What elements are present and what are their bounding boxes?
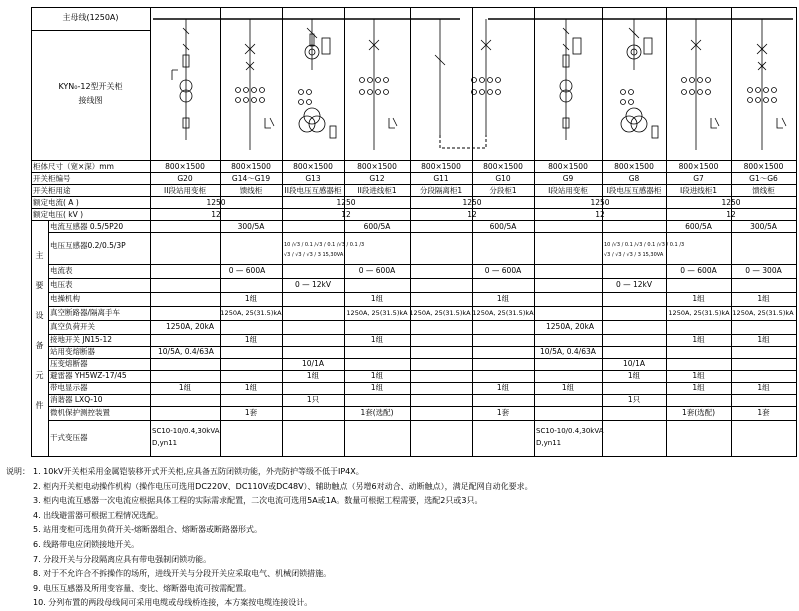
note-3: 3. 柜内电流互感器一次电流应根据具体工程的实际需求配置，二次电流可选用5A或1A。数量可根据工程需要，选配2只或3只。 — [33, 496, 483, 506]
cell-arrester-g12: 1组 — [370, 371, 384, 380]
row-label-breaker: 真空断路器/隔离手车 — [50, 308, 121, 317]
cell-indicator-g14: 1组 — [244, 383, 258, 392]
cell-ct-g7: 600/5A — [685, 222, 712, 231]
cell-rated-current-b: 1250 — [336, 198, 356, 207]
cell-ct-g10: 600/5A — [489, 222, 517, 231]
notes-section — [6, 465, 796, 611]
cell-earth-g7: 1组 — [692, 335, 705, 344]
cell-prot-g10: 1套 — [496, 408, 510, 417]
row-label-indicator: 带电显示器 — [50, 383, 88, 392]
row-label-rated-current: 额定电流( A ) — [33, 198, 79, 207]
cell-resonance-g8: 1只 — [627, 395, 641, 404]
cell-transformer-g20-l1: SC10-10/0.4,30kVA — [152, 427, 220, 435]
cell-pt-fuse-g8: 10/1A — [623, 359, 645, 368]
cell-breaker-g1: 1250A, 25(31.5)kA — [732, 309, 794, 317]
cell-voltmeter-a: 0 — 12kV — [294, 280, 332, 289]
cell-prot-g12: 1套(选配) — [360, 408, 394, 417]
diagram-subtitle: 接线图 — [78, 96, 103, 105]
row-label-dims: 柜体尺寸（宽×深）mm — [33, 162, 114, 171]
row-label-ct: 电流互感器 0.5/5P20 — [50, 222, 124, 231]
cell-load-switch-g9: 1250A, 20kA — [546, 322, 595, 331]
cell-ammeter-a: 0 — 600A — [228, 266, 266, 275]
cell-rated-voltage-e: 12 — [726, 210, 736, 219]
cell-no-g9: G9 — [562, 174, 574, 183]
cell-ct-g12: 600/5A — [363, 222, 391, 231]
note-5: 5. 站用变柜可选用负荷开关-熔断器组合、熔断器或断路器形式。 — [33, 525, 263, 535]
cell-use-g8: I段电压互感器柜 — [606, 186, 662, 195]
row-label-rated-voltage: 额定电压( kV ) — [33, 210, 84, 219]
cell-earth-g12: 1组 — [370, 335, 384, 344]
cell-indicator-g12: 1组 — [370, 383, 384, 392]
cell-no-g7: G7 — [693, 174, 704, 183]
cell-arrester-g8: 1组 — [627, 371, 641, 380]
row-label-resonance: 消谐器 LXQ-10 — [50, 395, 103, 404]
cell-use-g20: II段站用变柜 — [164, 186, 206, 195]
row-label-fuse: 站用变熔断器 — [50, 347, 95, 356]
cell-rated-current-e: 1250 — [721, 198, 741, 207]
cell-mech-g1: 1组 — [757, 294, 770, 303]
cell-dims-g11: 800×1500 — [421, 162, 461, 171]
cell-prot-g7: 1套(选配) — [681, 408, 716, 417]
cell-indicator-g1: 1组 — [757, 383, 770, 392]
cell-mech-g10: 1组 — [496, 294, 510, 303]
cell-dims-g10: 800×1500 — [483, 162, 523, 171]
cell-breaker-g12: 1250A, 25(31.5)kA — [346, 309, 408, 317]
cell-dims-g9: 800×1500 — [548, 162, 588, 171]
cell-indicator-g9: 1组 — [561, 383, 575, 392]
cell-arrester-g13: 1组 — [306, 371, 320, 380]
cell-rated-voltage-b: 12 — [341, 210, 351, 219]
cell-no-g14: G14～G19 — [231, 174, 271, 183]
cell-dims-g14: 800×1500 — [231, 162, 271, 171]
note-1: 1. 10kV开关柜采用金属铠装移开式开关柜,应具备五防闭锁功能，外壳防护等级不低于IP4X。 — [33, 467, 364, 476]
cell-breaker-g10: 1250A, 25(31.5)kA — [472, 309, 534, 317]
cell-no-g12: G12 — [369, 174, 385, 183]
cell-breaker-g7: 1250A, 25(31.5)kA — [668, 309, 730, 317]
row-label-pt: 电压互感器0.2/0.5/3P — [50, 241, 126, 250]
row-label-voltmeter: 电压表 — [50, 280, 73, 289]
cell-use-g1: 馈线柜 — [752, 186, 775, 195]
cell-breaker-g11: 1250A, 25(31.5)kA — [409, 309, 471, 317]
cell-transformer-g9-l2: D,yn11 — [536, 439, 562, 447]
cell-no-g13: G13 — [305, 174, 321, 183]
note-6: 6. 线路带电应闭锁接地开关。 — [33, 539, 140, 549]
note-8: 8. 对于不允许合不拆操作的场所，进线开关与分段开关应采取电气、机械闭锁措施。 — [33, 569, 332, 579]
cell-breaker-g14: 1250A, 25(31.5)kA — [220, 309, 282, 317]
cell-pt-g8-line2: √3 / √3 / √3 / 3 15,30VA — [604, 252, 664, 258]
note-4: 4. 出线避雷器可根据工程情况选配。 — [33, 510, 164, 520]
cell-resonance-g13: 1只 — [306, 395, 320, 404]
row-label-ammeter: 电流表 — [50, 266, 73, 275]
note-9: 9. 电压互感器及所用变容量、变比、熔断器电流可按需配置。 — [33, 583, 252, 593]
cell-no-g8: G8 — [628, 174, 640, 183]
cell-prot-g1: 1套 — [757, 408, 770, 417]
row-label-load-switch: 真空负荷开关 — [50, 322, 95, 331]
cell-dims-g13: 800×1500 — [293, 162, 333, 171]
cell-rated-voltage-c: 12 — [467, 210, 477, 219]
note-7: 7. 分段开关与分段隔离应具有带电强制闭锁功能。 — [33, 554, 212, 564]
cell-use-g10: 分段柜1 — [489, 186, 517, 195]
cell-ammeter-e: 0 — 300A — [745, 266, 782, 275]
cell-ammeter-c: 0 — 600A — [484, 266, 522, 275]
cell-voltmeter-b: 0 — 12kV — [615, 280, 653, 289]
cell-rated-voltage-d: 12 — [595, 210, 605, 219]
cell-dims-g8: 800×1500 — [614, 162, 654, 171]
note-2: 2. 柜内开关柜电动操作机构（操作电压可选用DC220V、DC110V或DC48V）、辅助触点（另增6对动合、动断触点），满足配网自动化要求。 — [33, 481, 533, 491]
cell-indicator-g7: 1组 — [692, 383, 705, 392]
cell-use-g9: I段站用变柜 — [548, 186, 588, 195]
cell-use-g11: 分段隔离柜1 — [419, 186, 463, 195]
cell-mech-g14: 1组 — [244, 294, 258, 303]
row-label-transformer: 干式变压器 — [50, 433, 88, 442]
cell-use-g14: 馈线柜 — [239, 186, 263, 195]
cell-ct-g1: 300/5A — [750, 222, 777, 231]
cell-mech-g7: 1组 — [692, 294, 705, 303]
cell-use-g13: II段电压互感器柜 — [284, 186, 342, 195]
cell-rated-voltage-a: 12 — [211, 210, 221, 219]
cell-fuse-g20: 10/5A, 0.4/63A — [158, 347, 214, 356]
row-label-cabinet-no: 开关柜编号 — [33, 174, 71, 183]
cell-pt-g13-line1: 10 /√3 / 0.1 /√3 / 0.1 /√3 / 0.1 /3 — [284, 242, 365, 248]
row-label-mechanism: 电操机构 — [50, 294, 80, 303]
cell-use-g12: II段进线柜1 — [357, 186, 397, 195]
cell-mech-g12: 1组 — [370, 294, 384, 303]
cell-ammeter-d: 0 — 600A — [680, 266, 717, 275]
cell-no-g1: G1～G6 — [749, 174, 778, 183]
cell-prot-g14: 1套 — [244, 408, 258, 417]
cell-indicator-g20: 1组 — [178, 383, 192, 392]
cell-rated-current-d: 1250 — [590, 198, 610, 207]
cell-pt-g8-line1: 10 /√3 / 0.1 /√3 / 0.1 /√3 / 0.1 /3 — [604, 242, 685, 248]
cell-ammeter-b: 0 — 600A — [358, 266, 396, 275]
row-label-protection: 微机保护测控装置 — [50, 408, 110, 417]
cell-earth-g1: 1组 — [757, 335, 770, 344]
cell-arrester-g7: 1组 — [692, 371, 705, 380]
row-label-cabinet-use: 开关柜用途 — [33, 186, 71, 195]
cell-rated-current-a: 1250 — [206, 198, 226, 207]
cell-pt-fuse-g13: 10/1A — [302, 359, 324, 368]
cell-fuse-g9: 10/5A, 0.4/63A — [540, 347, 596, 356]
main-equipment-side-label: 主 要 设 备 元 件 — [35, 251, 44, 410]
cell-ct-g14: 300/5A — [237, 222, 265, 231]
cell-dims-g20: 800×1500 — [165, 162, 205, 171]
cell-dims-g1: 800×1500 — [743, 162, 784, 171]
cell-transformer-g20-l2: D,yn11 — [152, 439, 178, 447]
cell-no-g10: G10 — [495, 174, 511, 183]
notes-label: 说明： — [6, 467, 30, 476]
cell-dims-g7: 800×1500 — [678, 162, 719, 171]
row-label-earth-switch: 接地开关 JN15-12 — [50, 335, 112, 344]
note-10: 10. 分列布置的两段母线间可采用电缆或母线桥连接，本方案按电缆连接设计。 — [33, 598, 313, 608]
cell-no-g11: G11 — [433, 174, 449, 183]
cell-indicator-g10: 1组 — [496, 383, 510, 392]
cell-load-switch-g20: 1250A, 20kA — [166, 322, 215, 331]
cell-dims-g12: 800×1500 — [357, 162, 397, 171]
cell-rated-current-c: 1250 — [462, 198, 482, 207]
row-label-arrester: 避雷器 YH5WZ-17/45 — [50, 371, 127, 380]
cell-transformer-g9-l1: SC10-10/0.4,30kVA — [536, 427, 604, 435]
cell-no-g20: G20 — [177, 174, 193, 183]
cell-pt-g13-line2: √3 / √3 / √3 / 3 15,30VA — [284, 252, 344, 258]
row-label-pt-fuse: 压变熔断器 — [50, 359, 88, 368]
busbar-label: 主母线(1250A) — [62, 13, 119, 22]
cell-earth-g14: 1组 — [244, 335, 258, 344]
cell-use-g7: I段进线柜1 — [680, 186, 717, 195]
diagram-title: KYN₀-12型开关柜 — [58, 82, 123, 91]
